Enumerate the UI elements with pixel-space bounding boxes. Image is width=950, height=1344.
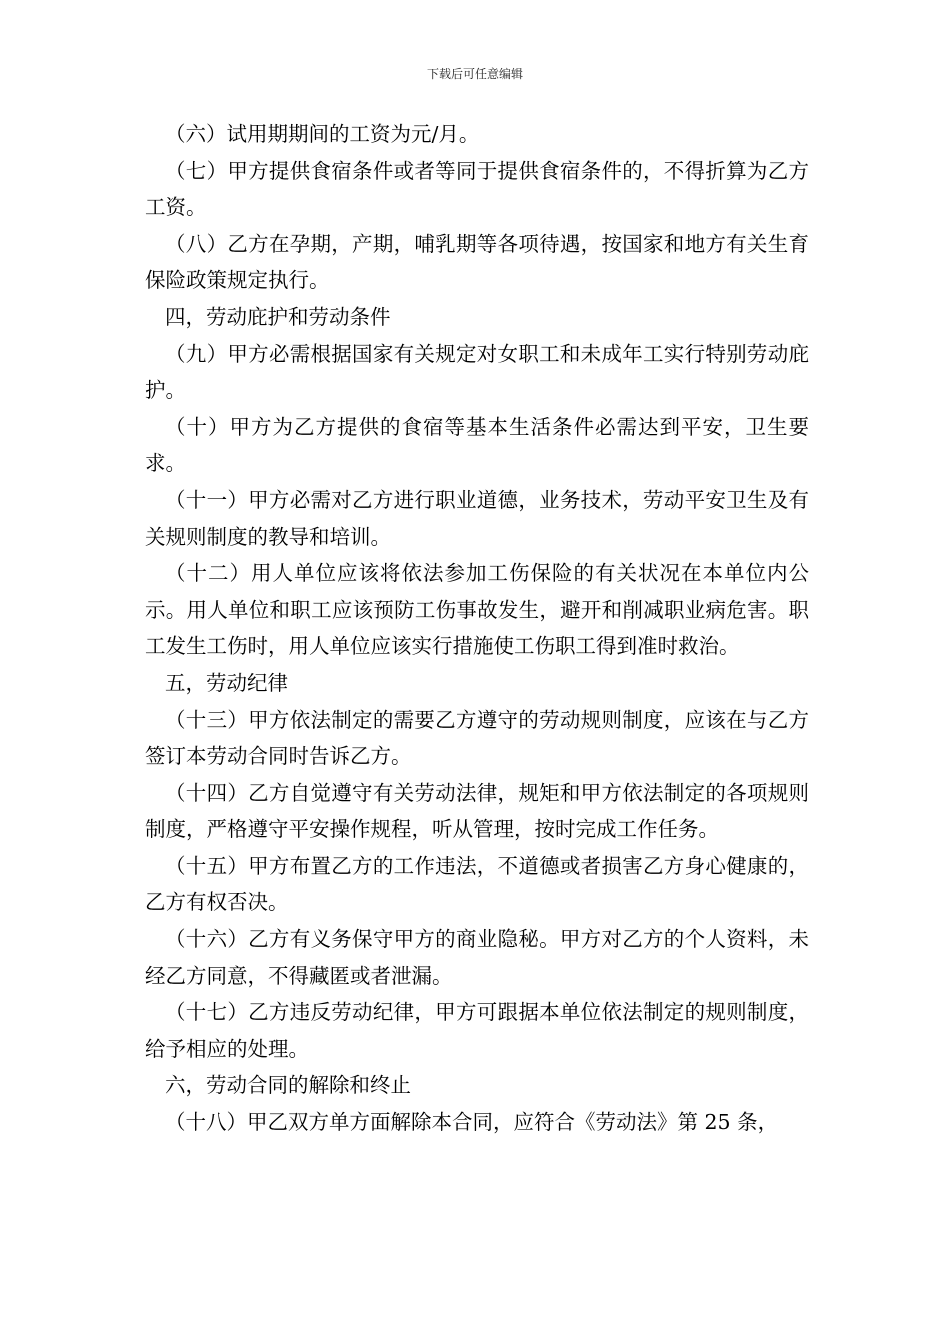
clause-8: （八）乙方在孕期，产期，哺乳期等各项待遇，按国家和地方有关生育保险政策规定执行。 <box>145 231 809 293</box>
clause-18: （十八）甲乙双方单方面解除本合同，应符合《劳动法》第 25 条， <box>165 1110 779 1135</box>
clause-12: （十二）用人单位应该将依法参加工伤保险的有关状况在本单位内公示。用人单位和职工应该预防工伤事故发生，避开和削减职业病危害。职工发生工伤时，用人单位应该实行措施使工伤职工得到准时救治。 <box>145 561 809 659</box>
section-heading-5: 五，劳动纪律 <box>165 670 288 695</box>
document-body <box>145 116 809 1141</box>
clause-11: （十一）甲方必需对乙方进行职业道德，业务技术，劳动平安卫生及有关规则制度的教导和培训。 <box>145 487 809 549</box>
clause-7: （七）甲方提供食宿条件或者等同于提供食宿条件的，不得折算为乙方工资。 <box>145 158 809 220</box>
clause-14: （十四）乙方自觉遵守有关劳动法律，规矩和甲方依法制定的各项规则制度，严格遵守平安操作规程，听从管理，按时完成工作任务。 <box>145 780 809 842</box>
clause-17: （十七）乙方违反劳动纪律，甲方可跟据本单位依法制定的规则制度，给予相应的处理。 <box>145 1000 809 1061</box>
clause-10: （十）甲方为乙方提供的食宿等基本生活条件必需达到平安，卫生要求。 <box>145 414 809 476</box>
clause-16: （十六）乙方有义务保守甲方的商业隐秘。甲方对乙方的个人资料，未经乙方同意，不得藏匿或者泄漏。 <box>145 927 809 988</box>
page-header: 下载后可任意编辑 <box>426 67 523 81</box>
clause-6: （六）试用期期间的工资为元/月。 <box>165 122 480 146</box>
section-heading-4: 四，劳动庇护和劳动条件 <box>165 304 391 329</box>
clause-13: （十三）甲方依法制定的需要乙方遵守的劳动规则制度，应该在与乙方签订本劳动合同时告诉乙方。 <box>145 707 809 769</box>
clause-15: （十五）甲方布置乙方的工作违法，不道德或者损害乙方身心健康的，乙方有权否决。 <box>145 853 809 915</box>
clause-9: （九）甲方必需根据国家有关规定对女职工和未成年工实行特别劳动庇护。 <box>145 341 809 403</box>
section-heading-6: 六，劳动合同的解除和终止 <box>165 1073 411 1098</box>
